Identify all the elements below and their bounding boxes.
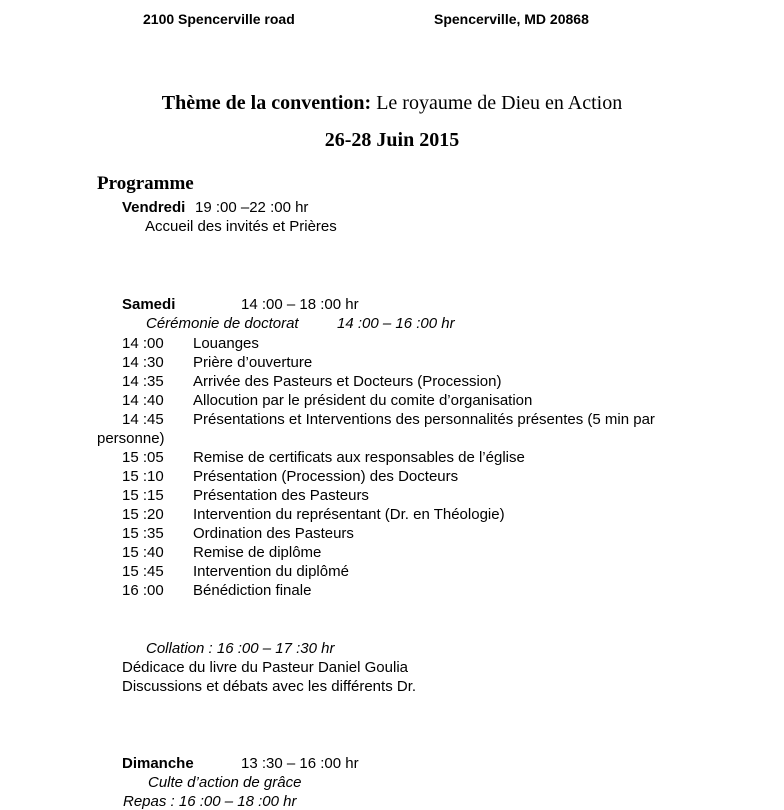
schedule-activity: Présentation (Procession) des Docteurs — [193, 468, 459, 485]
convention-dates: 26-28 Juin 2015 — [324, 129, 460, 151]
vendredi-activity: Accueil des invités et Prières — [145, 218, 337, 235]
dimanche-day-label: Dimanche — [122, 755, 194, 772]
schedule-time: 15 :20 — [122, 506, 164, 523]
samedi-time: 14 :00 – 18 :00 hr — [241, 296, 359, 313]
header-city-state-zip: Spencerville, MD 20868 — [434, 11, 589, 27]
schedule-activity: Prière d’ouverture — [193, 354, 313, 371]
schedule-activity: Intervention du diplômé — [193, 563, 349, 580]
programme-heading: Programme — [97, 173, 194, 194]
note-dedicace: Dédicace du livre du Pasteur Daniel Goulia — [122, 659, 408, 676]
theme-label: Thème de la convention: — [161, 92, 372, 114]
schedule-activity: Allocution par le président du comite d’organisation — [193, 392, 533, 409]
dimanche-meal: Repas : 16 :00 – 18 :00 hr — [123, 793, 297, 810]
schedule-time: 14 :35 — [122, 373, 164, 390]
schedule-time: 14 :00 — [122, 335, 164, 352]
schedule-activity: Remise de certificats aux responsables de l’église — [193, 449, 525, 466]
schedule-time: 14 :45 — [122, 411, 164, 428]
schedule-time: 14 :40 — [122, 392, 164, 409]
schedule-time: 15 :35 — [122, 525, 164, 542]
ceremony-title: Cérémonie de doctorat — [146, 315, 299, 332]
vendredi-time: 19 :00 –22 :00 hr — [195, 199, 309, 216]
schedule-time: 14 :30 — [122, 354, 164, 371]
dimanche-time: 13 :30 – 16 :00 hr — [241, 755, 359, 772]
schedule-time: 15 :05 — [122, 449, 164, 466]
dimanche-service: Culte d’action de grâce — [148, 774, 302, 791]
header-address: 2100 Spencerville road — [143, 11, 295, 27]
schedule-activity: Remise de diplôme — [193, 544, 322, 561]
samedi-day-label: Samedi — [122, 296, 176, 313]
schedule-activity: Arrivée des Pasteurs et Docteurs (Procession) — [193, 373, 502, 390]
schedule-activity: Louanges — [193, 335, 259, 352]
schedule-time: 15 :40 — [122, 544, 164, 561]
schedule-activity-wrap: personne) — [97, 430, 165, 447]
convention-theme-title — [0, 90, 784, 116]
schedule-time: 15 :10 — [122, 468, 164, 485]
schedule-activity: Bénédiction finale — [193, 582, 312, 599]
schedule-time: 15 :15 — [122, 487, 164, 504]
schedule-activity: Intervention du représentant (Dr. en Théologie) — [193, 506, 505, 523]
schedule-activity: Présentation des Pasteurs — [193, 487, 369, 504]
collation-line: Collation : 16 :00 – 17 :30 hr — [146, 640, 335, 657]
schedule-time: 15 :45 — [122, 563, 164, 580]
theme-value: Le royaume de Dieu en Action — [371, 92, 623, 114]
schedule-activity: Présentations et Interventions des personnalités présentes (5 min par — [193, 411, 655, 428]
note-discussions: Discussions et débats avec les différents Dr. — [122, 678, 417, 695]
vendredi-day-label: Vendredi — [122, 199, 186, 216]
ceremony-time: 14 :00 – 16 :00 hr — [337, 315, 455, 332]
schedule-activity: Ordination des Pasteurs — [193, 525, 354, 542]
schedule-time: 16 :00 — [122, 582, 164, 599]
